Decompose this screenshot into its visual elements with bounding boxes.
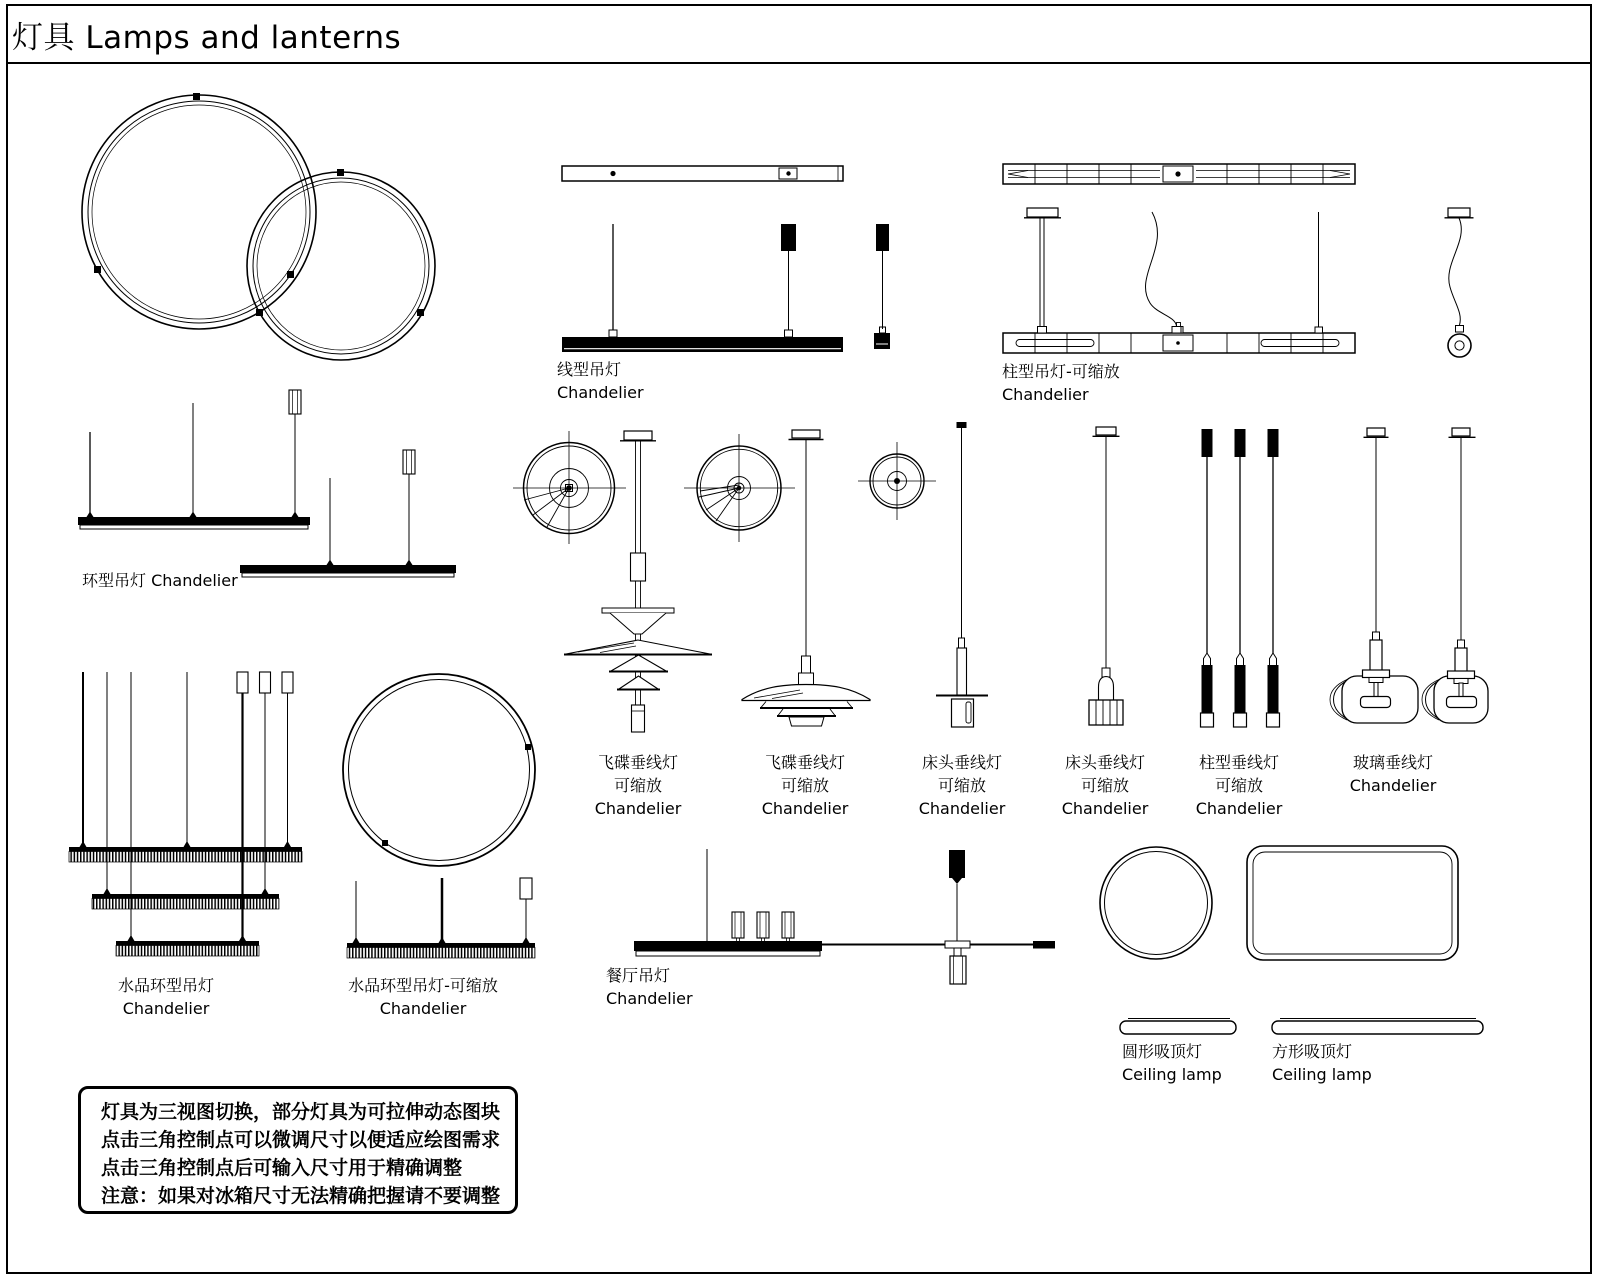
label-line: 可缩放	[780, 776, 829, 795]
label-ring-chandelier	[82, 569, 238, 592]
label-line: 可缩放	[613, 776, 662, 795]
note-line: 点击三角控制点可以微调尺寸以便适应绘图需求	[101, 1129, 501, 1151]
drawing-bedside-pendant-2	[1089, 427, 1123, 725]
label-crystal-ring-chandelier	[76, 974, 256, 1020]
note-line: 灯具为三视图切换，部分灯具为可拉伸动态图块	[101, 1101, 501, 1123]
label-line: Chandelier	[918, 799, 1006, 818]
drawing-saucer-pendant-top-2	[684, 434, 795, 542]
label-line: 柱型吊灯-可缩放	[1002, 362, 1120, 381]
drawing-ph-pendant-side	[742, 430, 870, 726]
label-ceiling-lamp-round	[1122, 1040, 1222, 1086]
label-column-pendant	[1159, 751, 1319, 820]
label-line: Chandelier	[557, 383, 644, 402]
label-line: 玻璃垂线灯	[1352, 753, 1433, 772]
label-linear-chandelier	[557, 358, 644, 404]
note-line: 注意：如果对冰箱尺寸无法精确把握请不要调整	[101, 1185, 501, 1207]
label-glass-pendant	[1313, 751, 1473, 797]
label-saucer-pendant-2	[725, 751, 885, 820]
drawing-crystal-ring-top	[343, 674, 535, 866]
drawing-saucer-pendant-top-1	[513, 431, 626, 544]
label-line: Chandelier	[1061, 799, 1149, 818]
drawing-saucer-pendant-side	[564, 431, 712, 732]
label-line: 床头垂线灯	[921, 753, 1002, 772]
label-line: Chandelier	[761, 799, 849, 818]
page-title: 灯具 Lamps and lanterns	[12, 20, 402, 56]
drawing-column-pendant-trio	[1201, 429, 1280, 727]
label-line: 圆形吸顶灯	[1122, 1042, 1203, 1061]
drawing-linear-chandelier	[562, 166, 890, 352]
drawing-ring-chandelier-side	[78, 390, 456, 577]
drawing-ceiling-lamp-round	[1100, 847, 1236, 1034]
label-line: 可缩放	[1080, 776, 1129, 795]
label-line: 飞碟垂线灯	[597, 753, 678, 772]
label-line: 可缩放	[1214, 776, 1263, 795]
label-line: Chandelier	[606, 989, 693, 1008]
drawing-dining-pendant	[634, 849, 1055, 984]
label-column-chandelier	[1002, 360, 1120, 406]
label-line: 水品环型吊灯-可缩放	[348, 976, 498, 995]
label-line: Ceiling lamp	[1272, 1065, 1372, 1084]
usage-note-box	[78, 1086, 518, 1214]
drawing-crystal-ring-chandelier	[69, 672, 302, 956]
label-line: 水品环型吊灯	[117, 976, 214, 995]
label-dining-pendant	[606, 964, 693, 1010]
drawing-ring-chandelier-top	[82, 93, 435, 360]
label-ceiling-lamp-square	[1272, 1040, 1372, 1086]
drawing-bedside-pendant-top	[858, 442, 936, 520]
label-line: Chandelier	[1002, 385, 1089, 404]
label-line: 餐厅吊灯	[606, 966, 671, 985]
label-line: 线型吊灯	[557, 360, 622, 379]
label-line: 飞碟垂线灯	[764, 753, 845, 772]
drawing-column-chandelier	[1003, 164, 1474, 357]
drawing-crystal-ring-scalable	[347, 878, 535, 958]
label-line: Chandelier	[594, 799, 682, 818]
label-line: Chandelier	[122, 999, 210, 1018]
label-line: 环型吊灯 Chandelier	[82, 571, 238, 590]
drawing-ceiling-lamp-square	[1247, 846, 1483, 1034]
label-line: Chandelier	[1195, 799, 1283, 818]
label-crystal-ring-scalable	[313, 974, 533, 1020]
label-line: Ceiling lamp	[1122, 1065, 1222, 1084]
label-bedside-pendant-1	[882, 751, 1042, 820]
drawing-glass-pendants	[1330, 428, 1488, 723]
label-line: 方形吸顶灯	[1272, 1042, 1353, 1061]
label-line: 可缩放	[937, 776, 986, 795]
label-line: Chandelier	[379, 999, 467, 1018]
label-line: Chandelier	[1349, 776, 1437, 795]
note-line: 点击三角控制点后可输入尺寸用于精确调整	[101, 1157, 463, 1179]
label-line: 柱型垂线灯	[1198, 753, 1279, 772]
drawing-bedside-pendant-1	[936, 422, 988, 727]
label-saucer-pendant-1	[558, 751, 718, 820]
label-line: 床头垂线灯	[1064, 753, 1145, 772]
